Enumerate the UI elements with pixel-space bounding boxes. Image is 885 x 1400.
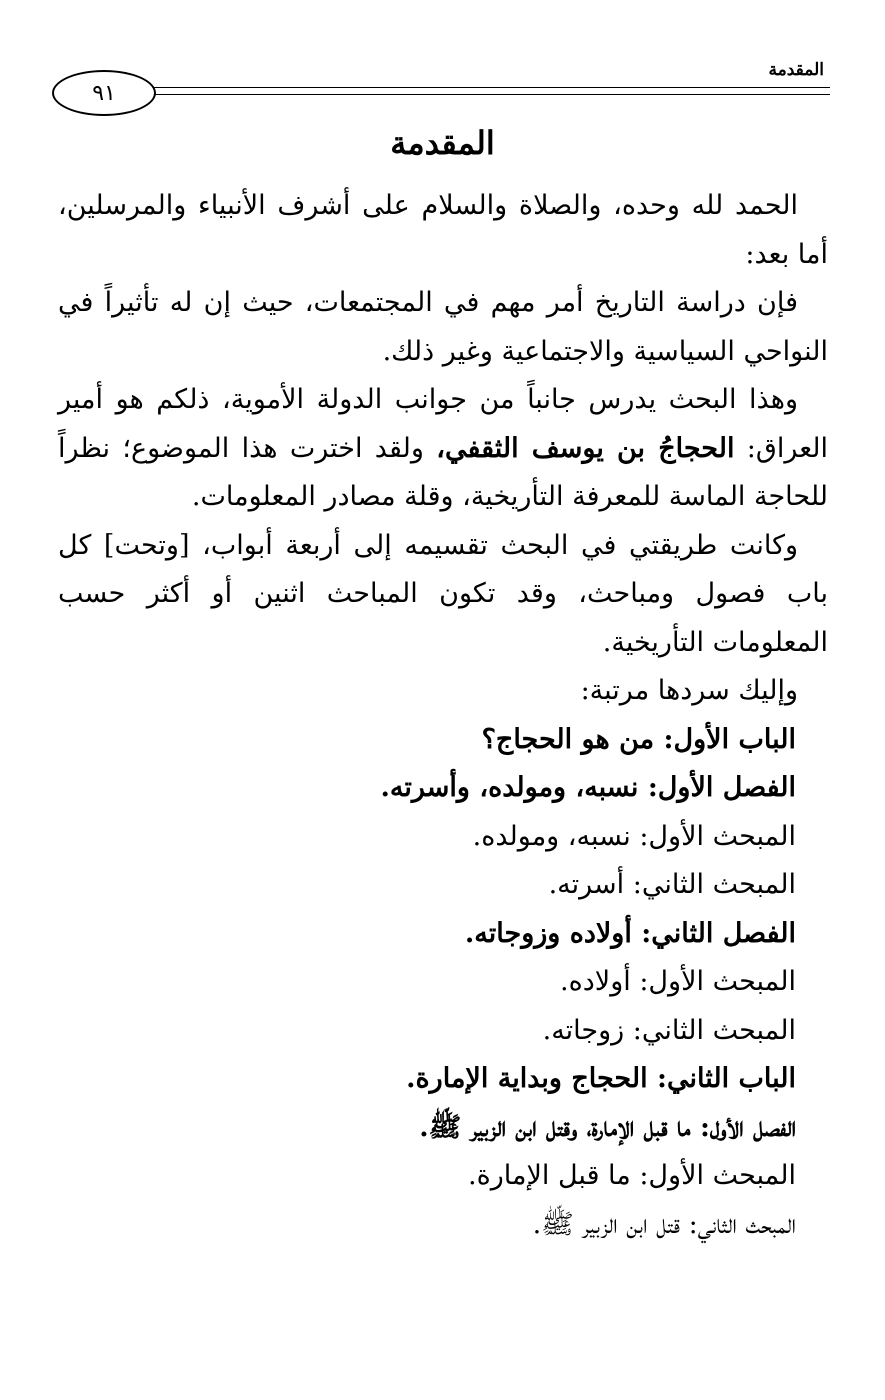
paragraph-text: وهذا البحث يدرس جانباً من جوانب الدولة الأموية، ذلكم هو أمير العراق:: [58, 384, 828, 464]
running-title: المقدمة: [768, 60, 824, 80]
outline-label: المبحث الأول:: [639, 1160, 796, 1191]
outline-item-mabhath: [58, 1007, 796, 1056]
outline-item-mabhath: [58, 958, 796, 1007]
outline-item-fasl: [58, 764, 796, 813]
page-title: المقدمة: [390, 124, 495, 162]
outline-text: أولاده.: [560, 966, 640, 997]
outline-item-fasl: [58, 910, 796, 959]
outline-label: المبحث الأول:: [639, 820, 796, 852]
outline-label: الباب الأول:: [663, 723, 796, 755]
page-number: ٩١: [52, 70, 156, 116]
outline-item-fasl: [58, 1104, 796, 1153]
header-double-rule: [144, 87, 830, 95]
outline-text: من هو الحجاج؟: [481, 723, 664, 755]
table-of-contents: [58, 716, 828, 1250]
outline-label: المبحث الثاني:: [632, 1014, 796, 1046]
outline-item-mabhath: [58, 1201, 796, 1250]
outline-text: الحجاج وبداية الإمارة.: [406, 1063, 657, 1094]
paragraph-opening: الحمد لله وحده، والصلاة والسلام على أشرف الأنبياء والمرسلين، أما بعد:: [58, 190, 828, 270]
body-text: [58, 182, 828, 1249]
outline-text: أسرته.: [548, 869, 633, 900]
outline-label: المبحث الأول:: [639, 966, 796, 997]
outline-item-mabhath: [58, 1152, 796, 1201]
outline-item-mabhath: [58, 861, 796, 910]
outline-text: قتل ابن الزبير ﷺ.: [532, 1208, 689, 1240]
page-header: [52, 60, 830, 120]
outline-text: نسبه، ومولده.: [472, 820, 640, 852]
outline-label: المبحث الثاني:: [688, 1208, 796, 1240]
outline-item-bab: [58, 1055, 796, 1104]
outline-text: ما قبل الإمارة، وقتل ابن الزبير ﷺ.: [419, 1111, 700, 1143]
outline-text: ما قبل الإمارة.: [468, 1160, 640, 1191]
outline-item-mabhath: [58, 813, 796, 862]
paragraph-history-importance: فإن دراسة التاريخ أمر مهم في المجتمعات، حيث إن له تأثيراً في النواحي السياسية والاجتماعية وغير ذلك.: [58, 287, 828, 367]
paragraph-outline-intro: وإليك سردها مرتبة:: [580, 675, 798, 706]
paragraph-text: ولقد اخترت هذا الموضوع؛ نظراً للحاجة الماسة للمعرفة التأريخية، وقلة مصادر المعلومات.: [58, 432, 828, 512]
outline-label: الفصل الأول:: [699, 1111, 796, 1143]
outline-text: زوجاته.: [542, 1014, 633, 1046]
outline-text: نسبه، ومولده، وأسرته.: [380, 772, 648, 803]
outline-label: الفصل الأول:: [647, 772, 796, 803]
outline-label: المبحث الثاني:: [632, 869, 796, 900]
emphasized-name: الحجاجُ بن يوسف الثقفي،: [436, 432, 735, 464]
outline-label: الفصل الثاني:: [641, 917, 796, 949]
outline-label: الباب الثاني:: [656, 1063, 796, 1094]
paragraph-research-topic: [58, 376, 828, 522]
paragraph-method: وكانت طريقتي في البحث تقسيمه إلى أربعة أبواب، [وتحت] كل باب فصول ومباحث، وقد تكون المباحث اثنين أو أكثر حسب المعلومات التأريخية.: [58, 529, 828, 658]
outline-text: أولاده وزوجاته.: [464, 917, 642, 949]
outline-item-bab: [58, 716, 796, 765]
